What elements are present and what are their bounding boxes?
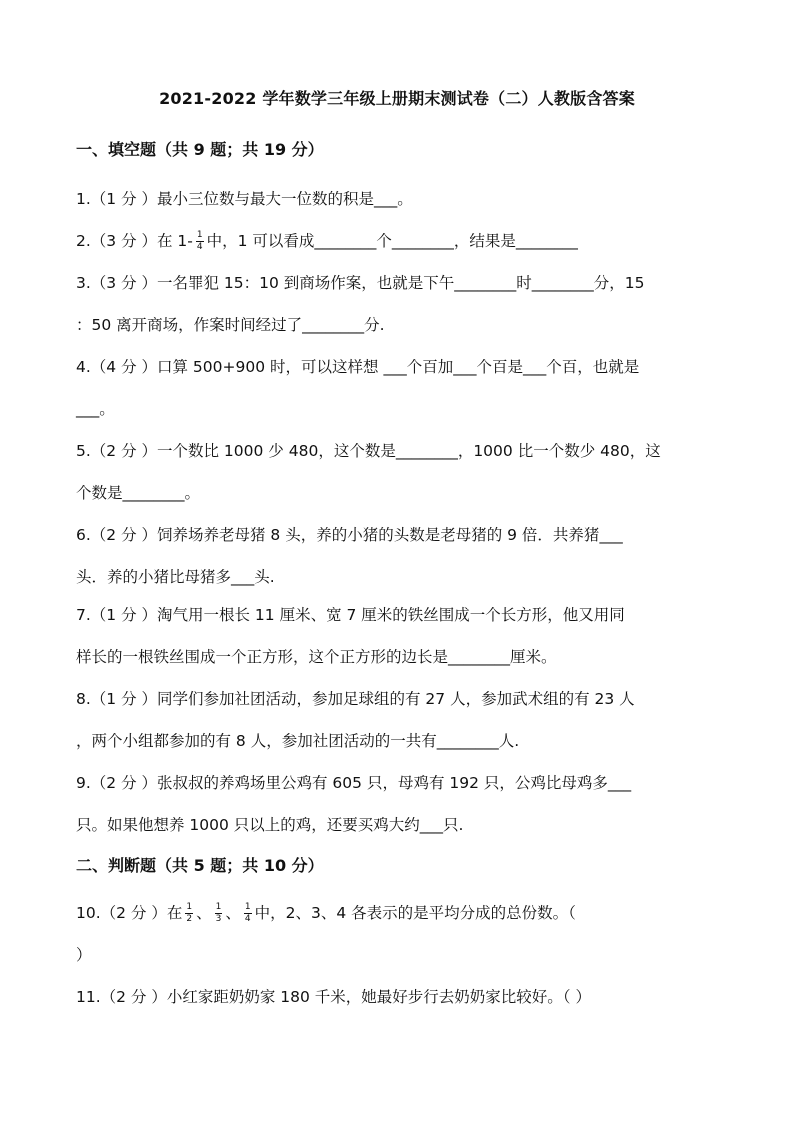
question-8-line-2: ，两个小组都参加的有 8 人，参加社团活动的一共有________人. bbox=[76, 732, 520, 750]
question-4-line-1: 4.（4 分 ）口算 500+900 时，可以这样想 ___个百加___个百是___个百，也就是 bbox=[76, 358, 640, 376]
page-title: 2021-2022 学年数学三年级上册期末测试卷（二）人教版含答案 bbox=[159, 89, 635, 108]
fraction-one-third bbox=[215, 902, 223, 925]
fraction-denominator: 2 bbox=[186, 914, 193, 924]
separator: 、 bbox=[225, 904, 241, 922]
question-10-suffix: 中，2、3、4 各表示的是平均分成的总份数。（ bbox=[254, 904, 576, 922]
question-11: 11.（2 分 ）小红家距奶奶家 180 千米，她最好步行去奶奶家比较好。（ ） bbox=[76, 988, 591, 1006]
fraction-numerator: 1 bbox=[244, 902, 251, 912]
question-6-line-2: 头．养的小猪比母猪多___头. bbox=[76, 568, 275, 586]
question-10-prefix: 10.（2 分 ）在 bbox=[76, 904, 183, 922]
question-3-line-1: 3.（3 分 ）一名罪犯 15：10 到商场作案，也就是下午________时________分，15 bbox=[76, 274, 645, 292]
question-3-line-2: ：50 离开商场，作案时间经过了________分. bbox=[76, 316, 385, 334]
question-6-line-1: 6.（2 分 ）饲养场养老母猪 8 头，养的小猪的头数是老母猪的 9 倍．共养猪___ bbox=[76, 526, 623, 544]
fraction-one-quarter bbox=[244, 902, 252, 925]
question-10-line-1 bbox=[76, 901, 576, 925]
question-8-line-1: 8.（1 分 ）同学们参加社团活动，参加足球组的有 27 人，参加武术组的有 23 人 bbox=[76, 690, 635, 708]
question-10-line-2: ） bbox=[76, 946, 92, 964]
fraction-denominator: 4 bbox=[244, 914, 251, 924]
fraction-one-half bbox=[185, 902, 193, 925]
question-7-line-1: 7.（1 分 ）淘气用一根长 11 厘米、宽 7 厘米的铁丝围成一个长方形，他又用同 bbox=[76, 606, 625, 624]
question-1: 1.（1 分 ）最小三位数与最大一位数的积是___。 bbox=[76, 190, 413, 208]
fraction-one-quarter bbox=[196, 230, 204, 253]
question-4-line-2: ___。 bbox=[76, 400, 115, 418]
fraction-denominator: 4 bbox=[196, 242, 203, 252]
section-heading-true-false: 二、判断题（共 5 题；共 10 分） bbox=[76, 856, 324, 875]
fraction-numerator: 1 bbox=[215, 902, 222, 912]
question-2-prefix: 2.（3 分 ）在 1- bbox=[76, 232, 193, 250]
question-2 bbox=[76, 229, 578, 253]
fraction-numerator: 1 bbox=[186, 902, 193, 912]
question-7-line-2: 样长的一根铁丝围成一个正方形，这个正方形的边长是________厘米。 bbox=[76, 648, 557, 666]
question-5-line-1: 5.（2 分 ）一个数比 1000 少 480，这个数是________，1000 比一个数少 480，这 bbox=[76, 442, 661, 460]
fraction-denominator: 3 bbox=[215, 914, 222, 924]
fraction-numerator: 1 bbox=[196, 230, 203, 240]
question-5-line-2: 个数是________。 bbox=[76, 484, 201, 502]
question-2-suffix: 中，1 可以看成________个________，结果是________ bbox=[206, 232, 578, 250]
section-heading-fill-blank: 一、填空题（共 9 题；共 19 分） bbox=[76, 140, 324, 159]
question-9-line-1: 9.（2 分 ）张叔叔的养鸡场里公鸡有 605 只，母鸡有 192 只，公鸡比母鸡多___ bbox=[76, 774, 632, 792]
separator: 、 bbox=[196, 904, 212, 922]
question-9-line-2: 只。如果他想养 1000 只以上的鸡，还要买鸡大约___只. bbox=[76, 816, 464, 834]
